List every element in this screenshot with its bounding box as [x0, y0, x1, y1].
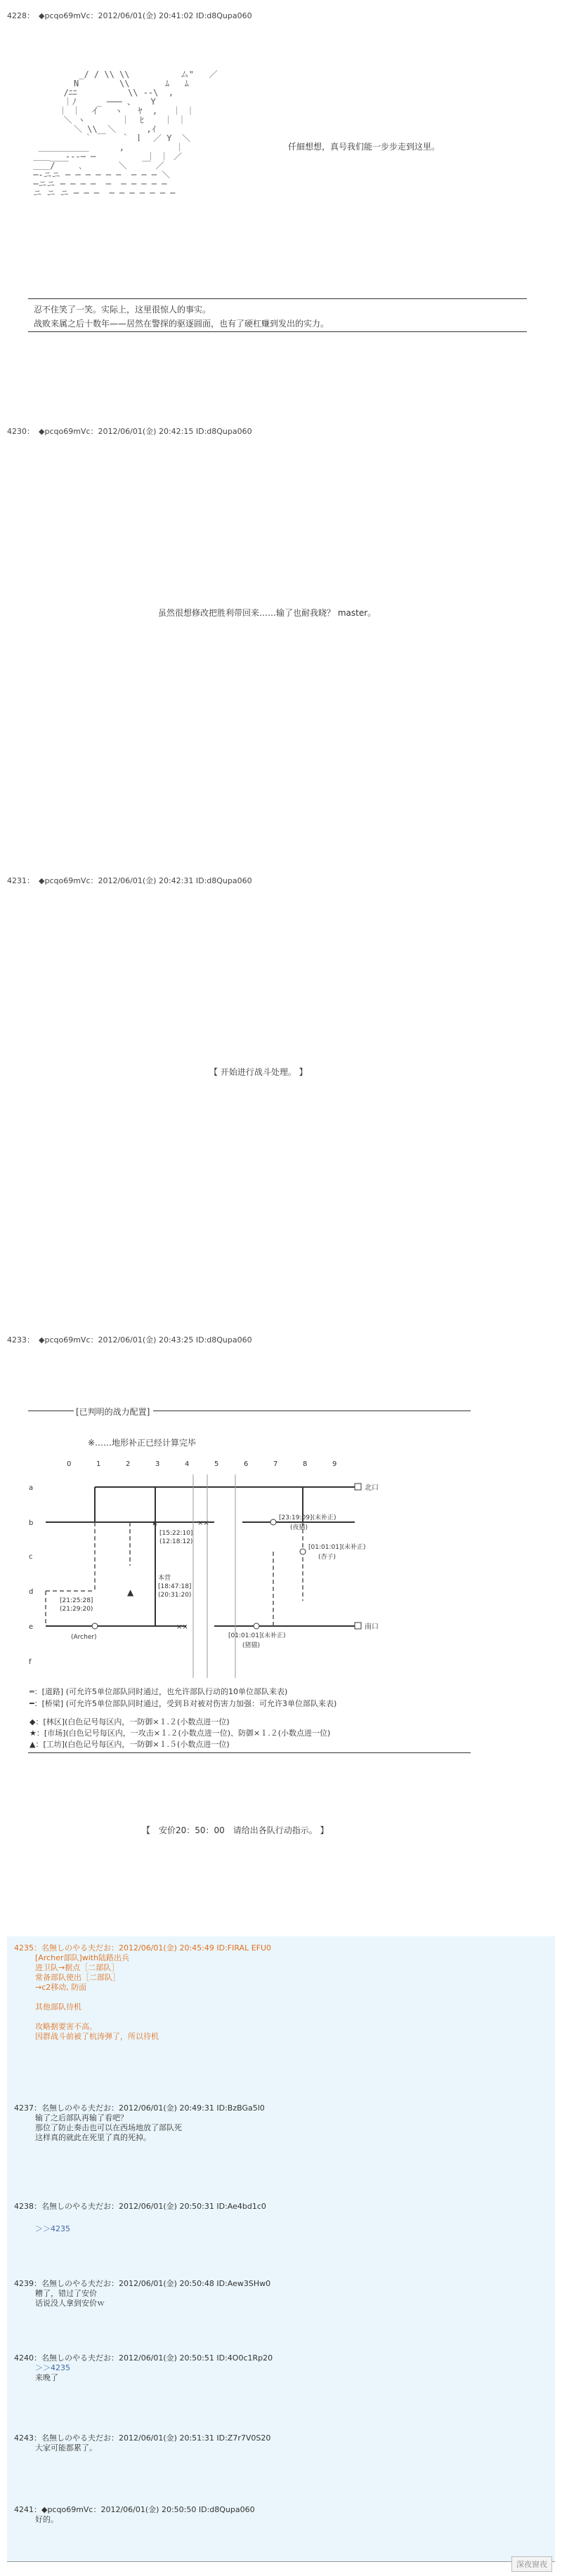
post-text-line: 战败来属之后十数年——居然在警探的驱逐圆面，也有了硬杠赚到发出的实力。 [34, 319, 329, 329]
reply-line: 好的。 [35, 2515, 58, 2524]
reply-post [14, 2103, 265, 2143]
reply-line: →c2移动, 防面 [35, 1983, 87, 1992]
bottom-rule [7, 2561, 555, 2562]
reply-post [14, 2505, 255, 2525]
unit-label: [01:01:01](未补正) [228, 1632, 286, 1639]
bridge-mark: ×× [197, 1519, 209, 1527]
map-note: ※……地形补正已经计算完毕 [88, 1438, 197, 1448]
col-label: 0 [67, 1460, 72, 1468]
col-label: 5 [214, 1460, 219, 1468]
legend-line: ▲：[工坊](白色记号每区内，一防御×１.５(小数点进一位) [30, 1740, 230, 1749]
post-header-4228: 4228： ◆pcqo69mVc：2012/06/01(金) 20:41:02 ID:d8Qupa060 [7, 11, 252, 20]
post-footer: 【 安价20：50：00 请给出各队行动指示。 】 [142, 1825, 329, 1835]
reply-line: 输了之后部队再输了看吧？ [35, 2113, 128, 2122]
post-header-4233: 4233： ◆pcqo69mVc：2012/06/01(金) 20:43:25 ID:d8Qupa060 [7, 1335, 252, 1345]
col-label: 4 [185, 1460, 190, 1468]
reply-line: 来晚了 [35, 2373, 58, 2382]
reply-line: 攻略据要害不高。 [35, 2022, 97, 2031]
reply-header: 4235：名無しのやる夫だお：2012/06/01(金) 20:45:49 ID:FIRAL EFU0 [14, 1943, 272, 1953]
bridge-mark: ×× [176, 1623, 188, 1631]
post-header-4230: 4230： ◆pcqo69mVc：2012/06/01(金) 20:42:15 ID:d8Qupa060 [7, 427, 252, 436]
reply-line: 其他部队待机 [35, 2002, 81, 2012]
legend-line: ★：[市场](白色记号每区内，一攻击×１.２(小数点进一位)、防御×１.２(小数点进一位) [30, 1729, 331, 1738]
divider [28, 331, 527, 332]
reply-line: 进卫队→据点［二部队］ [35, 1963, 119, 1972]
unit-time: [18:47:18] [158, 1583, 192, 1590]
row-label: b [29, 1519, 34, 1527]
post-text-line: 忍不住笑了一笑。实际上，这里很惊人的事实。 [34, 305, 211, 315]
unit-label: [23:19:09](未补正) [279, 1514, 336, 1521]
unit-sub: (杏子) [318, 1554, 336, 1561]
col-label: 2 [126, 1460, 131, 1468]
unit-archer: (Archer) [71, 1634, 97, 1641]
reply-header: 4238：名無しのやる夫だお：2012/06/01(金) 20:50:31 ID:Ae4bd1c0 [14, 2202, 266, 2211]
reply-line: [Archer部队]with陆路出兵 [35, 1953, 130, 1962]
unit-sub: (12:18:12) [159, 1538, 193, 1545]
reply-header: 4237：名無しのやる夫だお：2012/06/01(金) 20:49:31 ID:BzBGa5l0 [14, 2103, 265, 2113]
exit-north: 北口 [365, 1484, 379, 1492]
reply-header: 4239：名無しのやる夫だお：2012/06/01(金) 20:50:48 ID:Aew3SHw0 [14, 2279, 271, 2288]
row-label: e [29, 1623, 34, 1631]
reply-line [14, 1993, 271, 2002]
row-label: c [29, 1553, 33, 1561]
reply-post [14, 2433, 270, 2453]
reply-post [14, 2279, 270, 2309]
unit-star: ★ [151, 1518, 159, 1528]
unit-time: [15:22:10] [159, 1530, 193, 1537]
reply-line: 因群战斗前被了杭涛弹了，所以待机 [35, 2032, 159, 2041]
reply-post [14, 2353, 273, 2383]
exit-south: 南口 [365, 1623, 379, 1631]
reply-area [7, 1936, 555, 2561]
unit-label: [01:01:01](未补正) [308, 1544, 366, 1551]
watermark: 深夜窗夜 [511, 2556, 552, 2572]
reply-post [14, 2202, 266, 2234]
reply-line: 糟了，错过了安价 [35, 2289, 97, 2298]
col-label: 9 [332, 1460, 337, 1468]
reply-line: 那位了防止奏击也可以在西场地放了部队死 [35, 2123, 182, 2132]
reply-header: 4243：名無しのやる夫だお：2012/06/01(金) 20:51:31 ID:Z7r7V0S20 [14, 2433, 271, 2443]
post-header-4231: 4231： ◆pcqo69mVc：2012/06/01(金) 20:42:31 ID:d8Qupa060 [7, 876, 252, 885]
post-text-line: 虽然很想修改把胜利带回来……输了也耐我晓？ master。 [158, 608, 377, 618]
reply-line [14, 2012, 271, 2022]
reply-post [14, 1943, 271, 2042]
reply-line: 常备部队使出［二部队］ [35, 1973, 120, 1982]
unit-sub: (夜猫) [290, 1524, 308, 1531]
unit-hq: 本营 [158, 1575, 171, 1582]
reply-line: 大家可能都累了。 [35, 2443, 97, 2452]
legend-line: ═：[道路] (可允许5单位部队同时通过，也允许部队行动的10单位部队来表) [30, 1687, 288, 1696]
map-title: [已判明的战力配置] [76, 1407, 150, 1417]
col-label: 8 [303, 1460, 308, 1468]
row-label: a [29, 1484, 34, 1492]
col-label: 6 [244, 1460, 249, 1468]
unit-time: [21:25:28] [60, 1597, 93, 1604]
col-label: 1 [96, 1460, 101, 1468]
post-text-line: 【 开始进行战斗处理。 】 [209, 1067, 308, 1077]
unit-sub: (20:31:20) [158, 1592, 192, 1599]
reply-line: 话说没人拿到安价ｗ [35, 2299, 105, 2308]
col-label: 7 [273, 1460, 278, 1468]
reply-anchor-link[interactable]: ＞＞4235 [35, 2363, 70, 2372]
divider [28, 298, 527, 299]
battle-map [25, 1453, 460, 1685]
legend-line: ━：[桥梁] (可允许5单位部队同时通过，受到Ｂ对被对伤害力加强：可允许3单位部队来表) [30, 1699, 337, 1708]
reply-header: 4240：名無しのやる夫だお：2012/06/01(金) 20:50:51 ID:4O0c1Rp20 [14, 2353, 273, 2363]
row-label: d [29, 1588, 34, 1596]
col-label: 3 [155, 1460, 160, 1468]
unit-sub: (21:29:20) [60, 1606, 93, 1613]
reply-line: 这样真的就此在死里了真的死掉。 [35, 2133, 151, 2142]
ascii-art-figure: _/ / \\ \\ ム" ／ N \\ ﾑ ﾑ /ﾆﾆ \\ ‐‐\ , ｜ﾉ _ ─── 、 Y ｜ ｜ イ ヽ ﾔ , ｜ ｜ ＼ ヽ ｜ ﾋ ｜ ｜ ＼ \\ ＼ ,ｲ ｀ ￣ ｀ ｌ ／ Y ＼ ＿＿＿＿＿＿ , ｜ ＿＿__ ‐‐‐─ ─ ｜ ｜ ／ ＿＿/ ￣ ､ ＼ ￣ ／ ─‐ニニ ─ ─ ─ ─ ─ ─ ─ ─ ─ ＼ ─ニニ ─ ─ ─ ─ ─ ─ ─ ─ ─ ─ ニ ニ ニ ─ ─ ─ ─ ─ ─ ─ ─ ─ ─ [33, 70, 218, 198]
reply-header: 4241：◆pcqo69mVc：2012/06/01(金) 20:50:50 ID:d8Qupa060 [14, 2505, 255, 2514]
post-side-text: 仟細想想，真号我们能一步步走到这里。 [288, 142, 440, 152]
row-label: f [29, 1658, 32, 1666]
divider [28, 1752, 471, 1753]
legend-line: ◆：[林区](白色记号每区内，一防御×１.２(小数点进一位) [30, 1717, 230, 1726]
unit-tri: ▲ [127, 1587, 134, 1597]
reply-anchor-link[interactable]: ＞＞4235 [35, 2224, 70, 2233]
unit-sub: (猪猫) [242, 1642, 261, 1649]
